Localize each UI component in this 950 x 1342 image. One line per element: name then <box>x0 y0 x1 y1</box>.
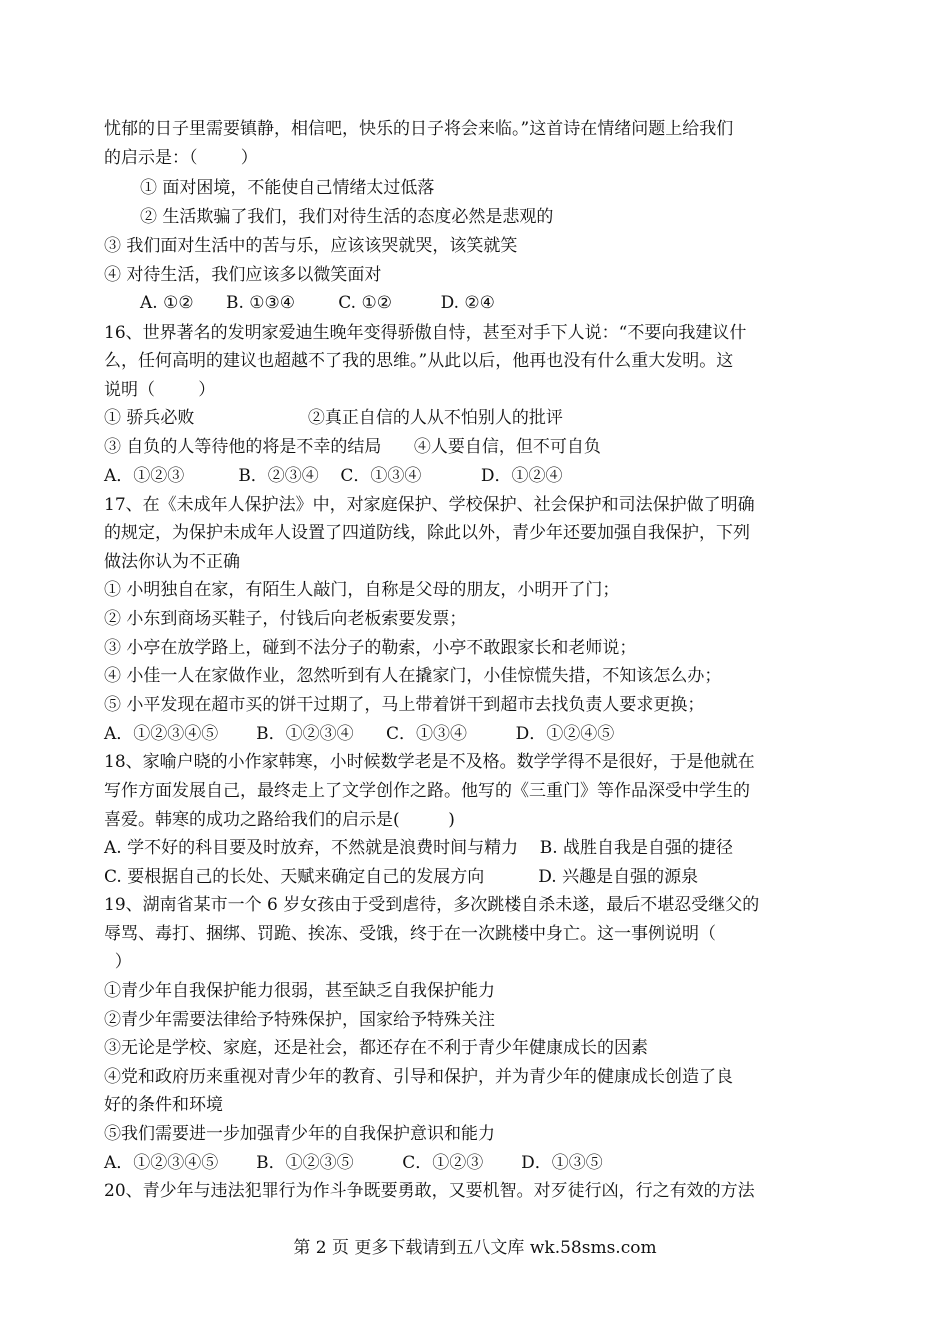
option-line: ③无论是学校、家庭，还是社会，都还存在不利于青少年健康成长的因素 <box>104 1038 648 1058</box>
option-line: ② 生活欺骗了我们，我们对待生活的态度必然是悲观的 <box>140 207 554 227</box>
page-footer: 第 2 页 更多下载请到五八文库 wk.58sms.com <box>293 1238 657 1258</box>
text-line: 么，任何高明的建议也超越不了我的思维。”从此以后，他再也没有什么重大发明。这 <box>104 351 734 371</box>
answer-choices: C. 要根据自己的长处、天赋来确定自己的发展方向 D. 兴趣是自强的源泉 <box>104 867 699 887</box>
text-line: 写作方面发展自己，最终走上了文学创作之路。他写的《三重门》等作品深受中学生的 <box>104 781 750 801</box>
text-line: 的启示是：（ ） <box>104 148 258 168</box>
answer-choices: A. 学不好的科目要及时放弃，不然就是浪费时间与精力 B. 战胜自我是自强的捷径 <box>104 838 733 858</box>
option-line: ① 骄兵必败 ②真正自信的人从不怕别人的批评 <box>104 408 563 428</box>
option-line: ②青少年需要法律给予特殊保护，国家给予特殊关注 <box>104 1010 495 1030</box>
text-line: ） <box>104 952 132 972</box>
option-line: ① 面对困境，不能使自己情绪太过低落 <box>140 178 435 198</box>
option-line: ①青少年自我保护能力很弱，甚至缺乏自我保护能力 <box>104 981 495 1001</box>
question-16: 16、世界著名的发明家爱迪生晚年变得骄傲自恃，甚至对手下人说：“不要向我建议什 <box>104 323 747 343</box>
option-line: ② 小东到商场买鞋子，付钱后向老板索要发票； <box>104 609 467 629</box>
answer-choices: A. ①② B. ①③④ C. ①② D. ②④ <box>140 293 495 313</box>
text-line: 好的条件和环境 <box>104 1095 223 1115</box>
option-line: ③ 小亭在放学路上，碰到不法分子的勒索，小亭不敢跟家长和老师说； <box>104 638 637 658</box>
option-line: ① 小明独自在家，有陌生人敲门，自称是父母的朋友，小明开了门； <box>104 580 620 600</box>
text-line: 喜爱。韩寒的成功之路给我们的启示是( ) <box>104 810 455 830</box>
option-line: ③ 我们面对生活中的苦与乐，应该该哭就哭，该笑就笑 <box>104 236 518 256</box>
question-20: 20、青少年与违法犯罪行为作斗争既要勇敢，又要机智。对歹徒行凶，行之有效的方法 <box>104 1181 755 1201</box>
answer-choices: A．①②③④⑤ B．①②③⑤ C．①②③ D．①③⑤ <box>104 1153 603 1173</box>
answer-choices: A．①②③④⑤ B．①②③④ C．①③④ D．①②④⑤ <box>104 724 615 744</box>
text-line: 辱骂、毒打、捆绑、罚跪、挨冻、受饿，终于在一次跳楼中身亡。这一事例说明（ <box>104 924 716 944</box>
question-19: 19、湖南省某市一个 6 岁女孩由于受到虐待，多次跳楼自杀未遂，最后不堪忍受继父的 <box>104 895 760 915</box>
option-line: ④ 小佳一人在家做作业，忽然听到有人在撬家门，小佳惊慌失措，不知该怎么办； <box>104 666 722 686</box>
question-18: 18、家喻户晓的小作家韩寒，小时候数学老是不及格。数学学得不是很好，于是他就在 <box>104 752 755 772</box>
text-line: 的规定，为保护未成年人设置了四道防线，除此以外，青少年还要加强自我保护，下列 <box>104 523 750 543</box>
question-17: 17、在《未成年人保护法》中，对家庭保护、学校保护、社会保护和司法保护做了明确 <box>104 495 755 515</box>
option-line: ⑤ 小平发现在超市买的饼干过期了，马上带着饼干到超市去找负责人要求更换； <box>104 695 705 715</box>
text-line: 说明（ ） <box>104 380 216 400</box>
option-line: ③ 自负的人等待他的将是不幸的结局 ④人要自信，但不可自负 <box>104 437 601 457</box>
answer-choices: A．①②③ B．②③④ C．①③④ D．①②④ <box>104 466 563 486</box>
option-line: ⑤我们需要进一步加强青少年的自我保护意识和能力 <box>104 1124 495 1144</box>
option-line: ④ 对待生活，我们应该多以微笑面对 <box>104 265 382 285</box>
text-line: 做法你认为不正确 <box>104 552 240 572</box>
text-line: 忧郁的日子里需要镇静，相信吧，快乐的日子将会来临。”这首诗在情绪问题上给我们 <box>104 119 734 139</box>
option-line: ④党和政府历来重视对青少年的教育、引导和保护，并为青少年的健康成长创造了良 <box>104 1067 733 1087</box>
